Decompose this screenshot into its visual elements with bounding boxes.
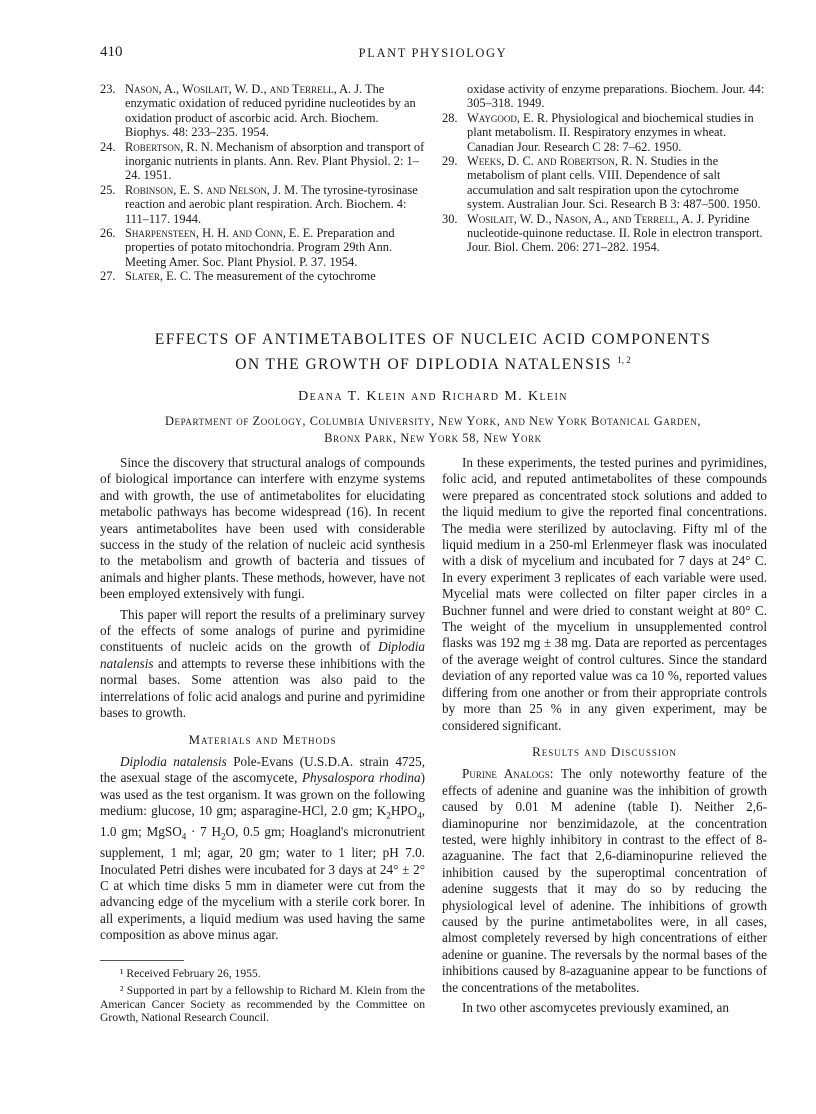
reference-number: 29. bbox=[442, 154, 458, 169]
affiliation-line-2: Bronx Park, New York 58, New York bbox=[324, 431, 542, 446]
methods-text: O, 0.5 gm; Hoagland's micronutrient supplement, 1 ml; agar, 20 gm; water to 1 liter; pH 7.0. Inoculated Petri dishes were incubated for 3 days at 24° ± 2° C at which time disks 5 mm in diameter were cut from the advancing edge of the mycelium with a sterile cork borer. In all experiments, a liquid medium was used having the same composition as above minus agar. bbox=[100, 824, 425, 943]
methods-text: · 7 H bbox=[186, 824, 222, 840]
methods-paragraph-2: In these experiments, the tested purines and pyrimidines, folic acid, and reputed antimetabolites of these compounds were prepared as concentrated stock solutions and added to the liquid medium to give the reported final concentrations. The media were sterilized by autoclaving. Fifty ml of the liquid medium in a 250-ml Erlenmeyer flask was inoculated with a disk of mycelium and incubated for 7 days at 24° C. In every experiment 3 replicates of each variable were used. Mycelial mats were collected on filter paper circles in a Buchner funnel and were dried to constant weight at 80° C. The weight of the mycelium in unsupplemented control flasks was 192 mg ± 38 mg. Data are reported as percentages of the average weight of control cultures. Since the standard deviation of any reported value was ca 10 %, reported values differing from one another or from their appropriate controls by more than 25 % in any given experiment, may be considered significant. bbox=[442, 455, 767, 733]
reference-number: 30. bbox=[442, 211, 458, 226]
reference-authors: Weeks, D. C. and Robertson, R. N. bbox=[467, 154, 648, 169]
references-right-column bbox=[442, 82, 766, 255]
article-title-block bbox=[100, 330, 766, 447]
reference-text: The tyrosine-tyrosinase reaction and aerobic plant respiration. Arch. Biochem. 4: 111–117. 1944. bbox=[125, 182, 418, 226]
footnote-divider bbox=[100, 960, 184, 961]
methods-text: HPO bbox=[390, 803, 418, 819]
footnote-1: ¹ Received February 26, 1955. bbox=[120, 966, 261, 980]
reference-authors: Slater, E. C. bbox=[125, 269, 192, 284]
body-right-column bbox=[442, 455, 767, 1016]
reference-authors: Sharpensteen, H. H. and Conn, E. E. bbox=[125, 226, 314, 241]
author-affiliation bbox=[100, 413, 766, 447]
reference-authors: Nason, A., Wosilait, W. D., and Terrell, A. J. bbox=[125, 82, 363, 96]
reference-item bbox=[442, 111, 766, 154]
methods-text: ) was used as the test organism. It was grown on the following medium: glucose, 10 gm; asparagine-HCl, 2.0 gm; K bbox=[100, 770, 426, 819]
reference-number: 27. bbox=[100, 269, 116, 284]
affiliation-line-1: Department of Zoology, Columbia University, New York, and New York Botanical Garden, bbox=[164, 414, 702, 429]
footnote-2: ² Supported in part by a fellowship to Richard M. Klein from the American Cancer Society as recommended by the Committee on Growth, National Research Council. bbox=[100, 984, 425, 1025]
p2-text-b: and attempts to reverse these inhibitions with the normal bases. Some attention was also paid to the interrelations of folic acid analogs and purine and pyrimidine bases to growth. bbox=[100, 655, 426, 721]
running-head bbox=[100, 44, 766, 64]
page-number: 410 bbox=[100, 44, 123, 60]
intro-paragraph-1: Since the discovery that structural analogs of compounds of biological importance can interfere with enzyme systems and with growth, the use of antimetabolites for elucidating metabolic pathways has become widespread (16). In recent years antimetabolites have been used with considerable success in the study of the relation of nucleic acid synthesis to the metabolism and growth of bacteria and tissues of animals and higher plants. These methods, however, have not been employed extensively with fungi. bbox=[100, 455, 425, 602]
reference-item bbox=[100, 226, 425, 269]
subscript: 2 bbox=[386, 810, 391, 821]
run-in-heading: Purine Analogs: bbox=[462, 766, 554, 782]
reference-text: Pyridine nucleotide-quinone reductase. II. Role in electron transport. Jour. Biol. Chem. 206: 271–282. 1954. bbox=[467, 211, 763, 255]
purine-analogs-paragraph bbox=[442, 766, 767, 996]
reference-text: Studies in the metabolism of plant cells. VIII. Dependence of salt accumulation and salt respiration upon the cytochrome system. Australian Jour. Sci. Research B 3: 487–500. 1950. bbox=[467, 154, 761, 212]
reference-number: 25. bbox=[100, 182, 116, 197]
intro-paragraph-2 bbox=[100, 607, 425, 722]
title-line-2: ON THE GROWTH OF DIPLODIA NATALENSIS bbox=[235, 356, 612, 374]
article-authors: Deana T. Klein and Richard M. Klein bbox=[298, 389, 568, 405]
methods-paragraph bbox=[100, 754, 425, 944]
species-name: Diplodia natalensis bbox=[120, 753, 227, 769]
reference-item bbox=[100, 82, 425, 140]
journal-name: PLANT PHYSIOLOGY bbox=[358, 46, 508, 60]
reference-number: 28. bbox=[442, 110, 458, 125]
reference-text: The measurement of the cytochrome bbox=[194, 269, 376, 284]
reference-text: Mechanism of absorption and transport of inorganic nutrients in plants. Ann. Rev. Plant Physiol. 2: 1–24. 1951. bbox=[125, 139, 425, 183]
reference-item bbox=[100, 140, 425, 183]
ascomycetes-paragraph: In two other ascomycetes previously examined, an bbox=[462, 1000, 729, 1015]
reference-item bbox=[442, 212, 766, 255]
reference-number: 24. bbox=[100, 139, 116, 154]
reference-continuation: oxidase activity of enzyme preparations. Biochem. Jour. 44: 305–318. 1949. bbox=[467, 82, 765, 111]
methods-text: Pole-Evans (U.S.D.A. strain 4725, the asexual stage of the ascomycete, bbox=[100, 753, 425, 786]
reference-authors: Waygood, E. R. bbox=[467, 110, 549, 125]
ascomycete-name: Physalospora rhodina bbox=[301, 770, 421, 786]
subscript: 4 bbox=[417, 810, 422, 821]
reference-text: Physiological and biochemical studies in plant metabolism. II. Respiratory enzymes in wheat. Canadian Jour. Research C 28: 7–62. 1950. bbox=[467, 110, 754, 154]
reference-item bbox=[100, 269, 425, 283]
purine-analogs-text: The only noteworthy feature of the effects of adenine and guanine was the inhibition of growth caused by 0.01 M adenine (table I). Neither 2,6-diaminopurine nor benzimidazole, at the concentration tested, were highly inhibitory in contrast to the effect of 8-azaguanine. The fact that 2,6-diaminopurine relieved the inhibition caused by the superoptimal concentration of adenine suggests that it may do so by reducing the physiological level of adenine. The inhibitions of growth caused by the purine antimetabolites were, in all cases, almost completely reversed by high concentrations of either adenine or guanine. The reversals by the normal bases of the inhibitions caused by 8-azaguanine appear to be functions of the concentrations of the metabolites. bbox=[442, 766, 767, 995]
reference-text: The enzymatic oxidation of reduced pyridine nucleotides by an oxidation product of ascorbic acid. Arch. Biochem. Biophys. 48: 233–235. 1954. bbox=[125, 82, 416, 140]
title-line-1: EFFECTS OF ANTIMETABOLITES OF NUCLEIC ACID COMPONENTS bbox=[154, 331, 712, 348]
reference-authors: Robertson, R. N. bbox=[125, 139, 213, 154]
p2-text-a: This paper will report the results of a preliminary survey of the effects of some analogs of purine and pyrimidine constituents of nucleic acids on the growth of bbox=[100, 606, 425, 655]
title-footnote-marks: 1, 2 bbox=[617, 355, 631, 365]
reference-text: Preparation and properties of potato mitochondria. Program 29th Ann. Meeting Amer. Soc. Plant Physiol. P. 37. 1954. bbox=[125, 226, 395, 269]
species-name: Diplodia natalensis bbox=[100, 639, 425, 671]
body-left-column bbox=[100, 455, 425, 1025]
section-heading-results: Results and Discussion bbox=[532, 743, 677, 759]
article-title bbox=[100, 330, 766, 375]
subscript: 2 bbox=[221, 831, 226, 842]
reference-number: 23. bbox=[100, 82, 116, 96]
reference-item bbox=[442, 154, 766, 212]
reference-number: 26. bbox=[100, 226, 116, 241]
reference-authors: Robinson, E. S. and Nelson, J. M. bbox=[125, 182, 299, 197]
methods-text: , 1.0 gm; MgSO bbox=[100, 803, 425, 840]
subscript: 4 bbox=[181, 831, 187, 842]
section-heading-materials: Materials and Methods bbox=[188, 731, 337, 747]
references-left-column bbox=[100, 82, 425, 284]
reference-authors: Wosilait, W. D., Nason, A., and Terrell, A. J. bbox=[467, 211, 705, 226]
reference-item bbox=[100, 183, 425, 226]
